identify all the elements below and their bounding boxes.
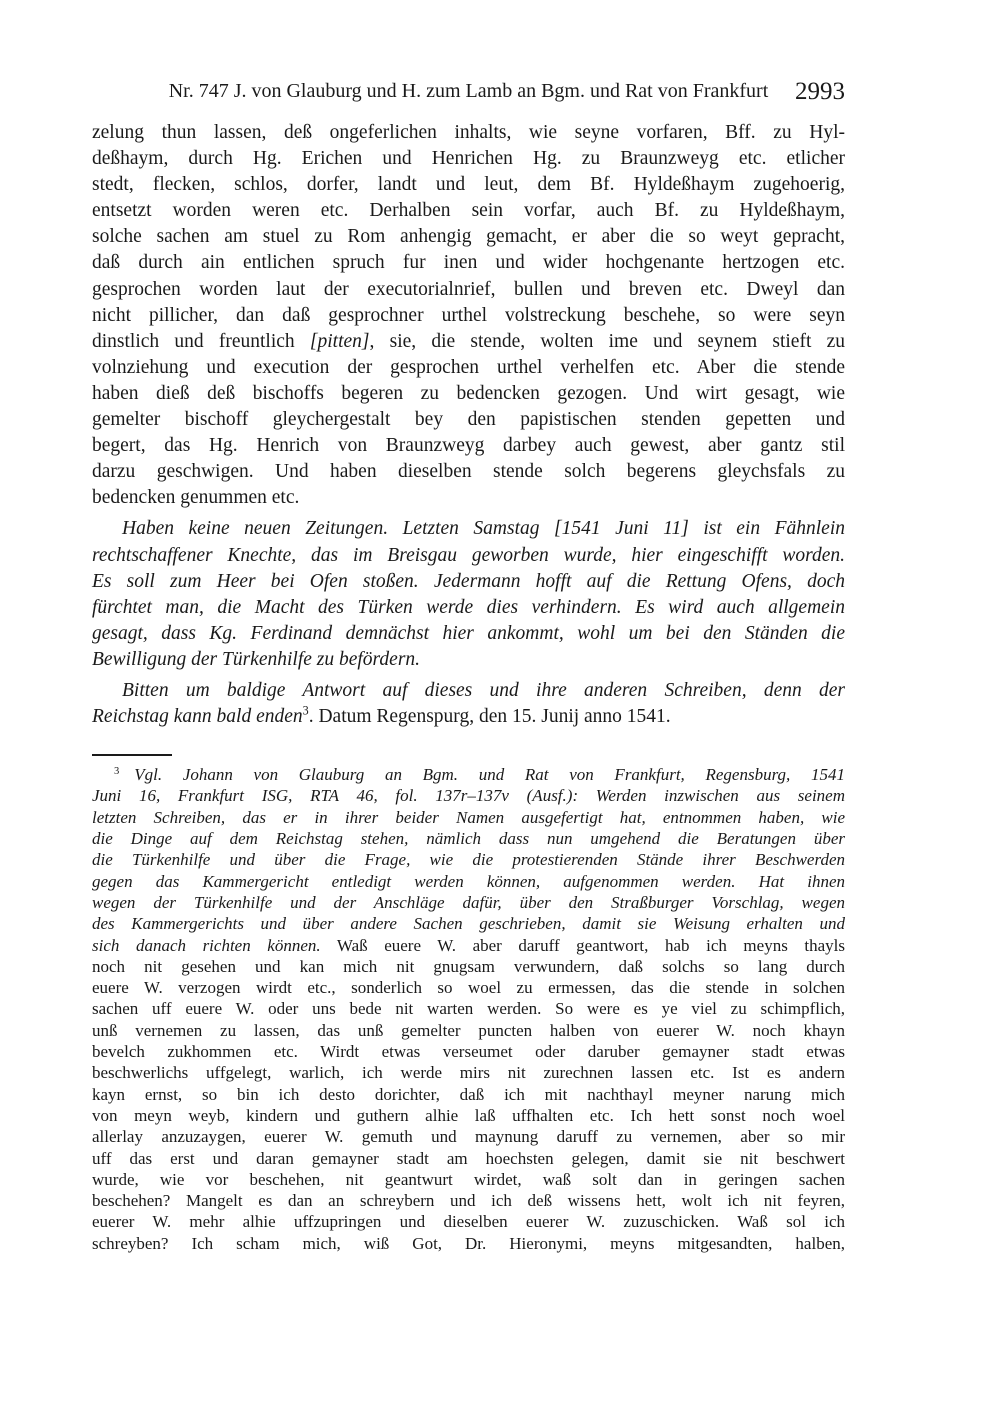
text-run: gegen das Kammergericht entledigt werden können, aufgenommen werden. Hat ihnen (92, 871, 845, 891)
text-line (92, 1041, 845, 1062)
text-run: letzten Schreiben, das er in ihrer beider Namen ausgefertigt hat, entnommen haben, wie (92, 807, 845, 827)
text-run: des Kammergerichts und über andere Sachen geschrieben, damit sie Weisung erhalten und (92, 914, 845, 934)
text-line (92, 433, 845, 459)
footnote-reference: 3 (302, 703, 309, 718)
text-run: von meyn weyb, kindern und guthern alhie laß uffhalten etc. Ich hett sonst noch woel (92, 1105, 845, 1125)
text-run: gesagt, dass Kg. Ferdinand demnächst hier ankommt, wohl um bei den Ständen die (92, 622, 845, 644)
text-run: euere W. verzogen wirdt etc., sonderlich so woel zu ermessen, das die stende in solchen (92, 978, 845, 998)
body-paragraph-closing-datum (92, 678, 845, 730)
running-head (92, 78, 845, 105)
text-run: kayn ernst, so bin ich desto dorichter, daß ich mit nachthayl meyner narung mich (92, 1084, 845, 1104)
text-line (92, 935, 845, 956)
text-run: die Dinge auf dem Reichstag stehen, nämlich dass nun umgehend die Beratungen über (92, 829, 845, 849)
text-run: zelung thun lassen, deß ongeferlichen inhalts, wie seyne vorfaren, Bff. zu Hyl- (92, 122, 845, 143)
text-line (92, 998, 845, 1019)
running-head-title: Nr. 747 J. von Glauburg und H. zum Lamb an Bgm. und Rat von Frankfurt (168, 80, 769, 102)
text-line (92, 172, 845, 198)
text-line (92, 647, 845, 673)
text-line (92, 1084, 845, 1105)
text-run: beschehen? Mangelt es dan an schreybern und ich deß wissens hett, wolt ich nit feyren, (92, 1191, 845, 1211)
text-run: bevelch zukhommen etc. Wirdt etwas verseumet oder daruber gemayner stadt etwas (92, 1042, 845, 1062)
text-run: Bitten um baldige Antwort auf dieses und ihre anderen Schreiben, denn der (122, 679, 845, 701)
text-line (92, 807, 845, 828)
text-line (92, 198, 845, 224)
text-line (92, 355, 845, 381)
text-run: Vgl. Johann von Glauburg an Bgm. und Rat von Frankfurt, Regensburg, 1541 (134, 765, 845, 785)
text-run: Haben keine neuen Zeitungen. Letzten Samstag [1541 Juni 11] ist ein Fähnlein (122, 518, 845, 540)
footnote-marker: 3 (114, 765, 120, 777)
text-line (92, 485, 845, 511)
text-line (92, 224, 845, 250)
text-line (92, 1211, 845, 1232)
text-run: haben dieß deß bischoffs begeren zu bedencken gezogen. Und wirt gesagt, wie (92, 382, 845, 404)
text-line (92, 621, 845, 647)
text-run: volnziehung und execution der gesprochen urthel verhelfen etc. Aber die stende (92, 356, 845, 378)
text-line (92, 828, 845, 849)
text-line (92, 1105, 845, 1126)
text-line (92, 678, 845, 704)
text-line (92, 764, 845, 785)
text-run: darzu geschwigen. Und haben dieselben stende solch begerens gleychsfals zu (92, 461, 845, 483)
text-line (92, 704, 845, 730)
footnote-separator-rule (92, 754, 172, 756)
text-line (92, 849, 845, 870)
text-run: nicht pillicher, dan daß gesprochner urthel volstreckung beschehe, so were seyn (92, 304, 845, 326)
text-run: Reichstag kann bald enden (92, 706, 303, 728)
text-run: begert, das Hg. Henrich von Braunzweyg darbey auch gewest, aber gantz stil (92, 435, 845, 457)
text-run: rechtschaffener Knechte, das im Breisgau geworben wurde, hier eingeschifft worden. (92, 544, 845, 566)
text-line (92, 407, 845, 433)
text-line (92, 569, 845, 595)
text-line (92, 250, 845, 276)
text-run: fürchtet man, die Macht des Türken werde dies verhindern. Es wird auch allgemein (92, 596, 845, 618)
text-run: dinstlich und freuntlich (92, 330, 310, 352)
text-line (92, 329, 845, 355)
main-text (92, 120, 845, 730)
text-run: sachen uff euere W. oder uns bede nit warten werden. So were es ye viel zu schimpflich, (92, 999, 845, 1019)
text-run: stedt, flecken, schlos, dorfer, landt und leut, dem Bf. Hyldeßhaym zugehoerig, (92, 174, 845, 196)
text-line (92, 956, 845, 977)
text-run: noch nit gesehen und kan mich nit gnugsam verwundern, daß solchs so lang durch (92, 956, 845, 976)
text-line (92, 1169, 845, 1190)
text-run: , sie, die stende, wolten ime und seynem stieft zu (369, 330, 846, 352)
text-run: daß durch ain entlichen spruch fur inen und wider hochgenante hertzogen etc. (92, 252, 845, 274)
text-line (92, 516, 845, 542)
text-line (92, 595, 845, 621)
text-line (92, 277, 845, 303)
text-run: gesprochen worden laut der executorialnrief, bullen und breven etc. Dweyl dan (92, 278, 845, 300)
text-run: entsetzt worden weren etc. Derhalben sein vorfar, auch Bf. zu Hyldeßhaym, (92, 200, 845, 222)
text-line (92, 1126, 845, 1147)
text-line (92, 303, 845, 329)
text-line (92, 977, 845, 998)
text-run: Juni 16, Frankfurt ISG, RTA 46, fol. 137r–137v (Ausf.): Werden inzwischen aus seinem (92, 786, 845, 806)
text-line (92, 146, 845, 172)
text-line (92, 459, 845, 485)
text-run: sich danach richten können. (92, 935, 321, 955)
text-line (92, 892, 845, 913)
text-line (92, 543, 845, 569)
footnote-3 (92, 764, 845, 1254)
text-run: [pitten] (309, 330, 370, 352)
text-run: solche sachen am stuel zu Rom anhengig gemacht, er aber die so weyt gepracht, (92, 226, 845, 248)
text-run: Es soll zum Heer bei Ofen stoßen. Jedermann hofft auf die Rettung Ofens, doch (92, 570, 845, 592)
text-run: bedencken genummen etc. (92, 487, 300, 509)
text-run: . Datum Regenspurg, den 15. Junij anno 1541. (308, 706, 671, 728)
text-run: allerlay anzuzaygen, euerer W. gemuth und maynung daruff zu vernemen, aber so mir (92, 1127, 845, 1147)
text-run: euerer W. mehr alhie uffzupringen und dieselben euerer W. zuzuschicken. Waß sol ich (92, 1212, 845, 1232)
text-run: schreyben? Ich scham mich, wiß Got, Dr. Hieronymi, meyns mitgesandten, halben, (92, 1233, 845, 1253)
text-run: uff das erst und daran gemayner stadt am hoechsten gelegen, damit sie nit beschwert (92, 1148, 845, 1168)
text-line (92, 1148, 845, 1169)
text-line (92, 1233, 845, 1254)
body-paragraph-continuation (92, 120, 845, 511)
text-run: Waß euere W. aber daruff geantwort, hab ich meyns thayls (320, 935, 845, 955)
text-line (92, 381, 845, 407)
text-run: Bewilligung der Türkenhilfe zu befördern. (92, 648, 421, 670)
footnote-block (92, 764, 845, 1254)
text-line (92, 120, 845, 146)
text-run: wurde, wie vor beschehen, nit geantwurt wirdet, waß solt dan in geringen sachen (92, 1169, 845, 1189)
page-number: 2993 (795, 78, 845, 105)
text-run: deßhaym, durch Hg. Erichen und Henrichen Hg. zu Braunzweyg etc. etlicher (92, 148, 845, 170)
text-run: unß vernemen zu lassen, das unß gemelter puncten halben von euerer W. noch khayn (92, 1020, 845, 1040)
text-line (92, 913, 845, 934)
body-paragraph-regest-news (92, 516, 845, 673)
text-line (92, 1190, 845, 1211)
text-line (92, 1020, 845, 1041)
text-run: beschwerlichs uffgelegt, warlich, ich werde mirs nit zurechnen lassen etc. Ist es andern (92, 1063, 845, 1083)
text-run: wegen der Türkenhilfe und der Anschläge dafür, über den Straßburger Vorschlag, wegen (92, 892, 845, 912)
text-line (92, 871, 845, 892)
text-line (92, 1062, 845, 1083)
text-line (92, 785, 845, 806)
text-run: gemelter bischoff gleychergestalt bey den papistischen stenden gepetten und (92, 409, 845, 431)
text-run: die Türkenhilfe und über die Frage, wie die protestierenden Stände ihrer Beschwerden (92, 850, 845, 870)
